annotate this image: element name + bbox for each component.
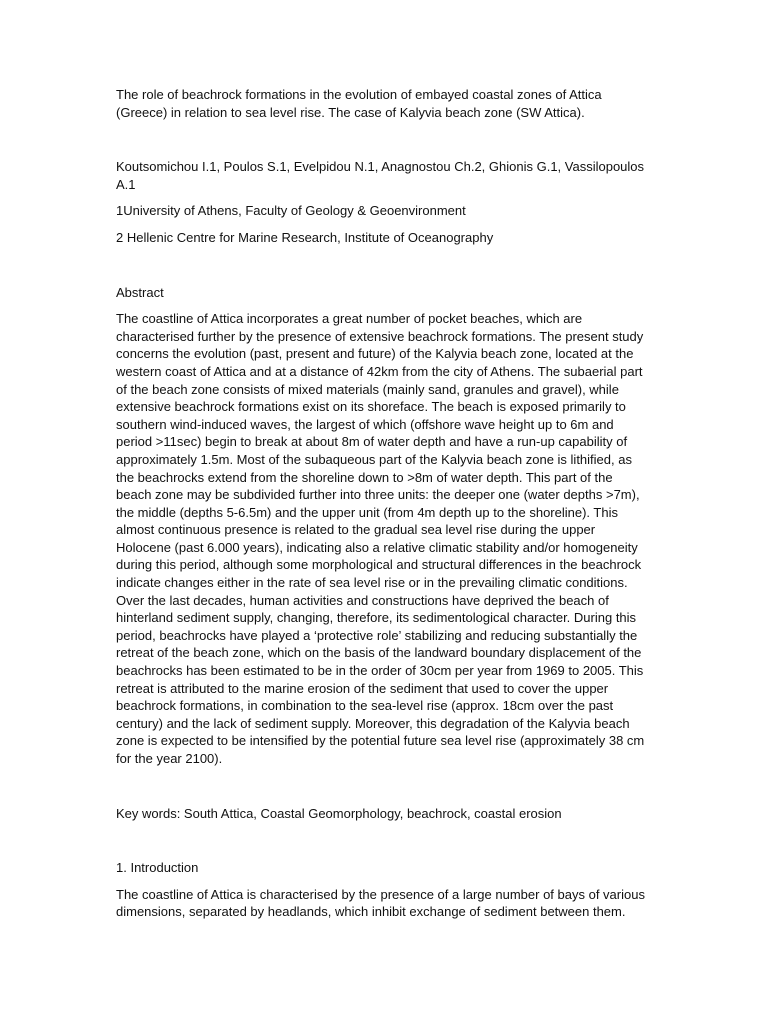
abstract-line: for the year 2100). — [116, 751, 223, 766]
abstract-line: almost continuous presence is related to the gradual sea level rise during the upper — [116, 522, 596, 538]
abstract-line: period, beachrocks have played a ‘protective role’ stabilizing and reducing substantially the — [116, 627, 638, 643]
abstract-line: Over the last decades, human activities and constructions have deprived the beach of — [116, 592, 609, 608]
abstract-line: retreat is attributed to the marine erosion of the sediment that used to cover the upper — [116, 680, 609, 696]
introduction-body — [116, 886, 656, 921]
affiliation-text: 1University of Athens, Faculty of Geology & Geoenvironment — [116, 203, 466, 219]
abstract-line: Holocene (past 6.000 years), indicating also a relative climatic stability and/or homogeneity — [116, 539, 638, 555]
author-list — [116, 158, 656, 193]
abstract-line: concerns the evolution (past, present and future) of the Kalyvia beach zone, located at the — [116, 346, 634, 362]
keywords — [116, 805, 656, 823]
authors-line: A.1 — [116, 176, 136, 192]
abstract-body — [116, 310, 656, 767]
abstract-line: characterised further by the presence of extensive beachrock formations. The present study — [116, 328, 644, 344]
title-line: The role of beachrock formations in the evolution of embayed coastal zones of Attica — [116, 87, 602, 102]
paper-title — [116, 86, 656, 121]
keywords-text: Key words: South Attica, Coastal Geomorphology, beachrock, coastal erosion — [116, 805, 562, 821]
affiliation-text: 2 Hellenic Centre for Marine Research, Institute of Oceanography — [116, 229, 494, 245]
abstract-line: the beachrocks extend from the shoreline down to >8m of water depth. This part of the — [116, 469, 613, 485]
abstract-line: zone is expected to be intensified by the potential future sea level rise (approximately 38 cm — [116, 733, 645, 749]
abstract-line: southern wind-induced waves, the largest of which (offshore wave height up to 6m and — [116, 416, 614, 432]
abstract-line: of the beach zone consists of mixed materials (mainly sand, granules and gravel), while — [116, 381, 619, 397]
abstract-line: beachrocks has been estimated to be in the order of 30cm per year from 1969 to 2005. This — [116, 663, 644, 679]
abstract-line: western coast of Attica and at a distance of 42km from the city of Athens. The subaerial part — [116, 363, 643, 379]
abstract-line: period >11sec) begin to break at about 8m of water depth and have a run-up capability of — [116, 434, 628, 450]
title-line: (Greece) in relation to sea level rise. The case of Kalyvia beach zone (SW Attica). — [116, 104, 585, 120]
abstract-line: the middle (depths 5-6.5m) and the upper unit (from 4m depth up to the shoreline). This — [116, 504, 618, 520]
abstract-heading — [116, 284, 656, 302]
affiliation-1 — [116, 202, 656, 220]
introduction-heading — [116, 859, 656, 877]
intro-line: dimensions, separated by headlands, which inhibit exchange of sediment between them. — [116, 904, 626, 920]
abstract-line: extensive beachrock formations exist on its shoreface. The beach is exposed primarily to — [116, 399, 626, 415]
affiliation-2 — [116, 229, 656, 247]
abstract-line: hinterland sediment supply, changing, therefore, its sedimentological character. During this — [116, 610, 637, 626]
abstract-line: indicate changes either in the rate of sea level rise or in the prevailing climatic conditions. — [116, 575, 628, 591]
intro-line: The coastline of Attica is characterised by the presence of a large number of bays of various — [116, 886, 645, 902]
section-heading: 1. Introduction — [116, 860, 199, 876]
authors-line: Koutsomichou I.1, Poulos S.1, Evelpidou N.1, Anagnostou Ch.2, Ghionis G.1, Vassilopoulos — [116, 159, 645, 175]
abstract-line: beach zone may be subdivided further into three units: the deeper one (water depths >7m), — [116, 487, 640, 503]
abstract-line: The coastline of Attica incorporates a great number of pocket beaches, which are — [116, 311, 583, 327]
document-page — [116, 84, 656, 921]
section-heading: Abstract — [116, 284, 164, 300]
abstract-line: beachrock formations, in combination to the sea-level rise (approx. 18cm over the past — [116, 698, 614, 714]
abstract-line: century) and the lack of sediment supply. Moreover, this degradation of the Kalyvia beach — [116, 715, 630, 731]
abstract-line: retreat of the beach zone, which on the basis of the landward boundary displacement of the — [116, 645, 642, 661]
abstract-line: during this period, although some morphological and structural differences in the beachrock — [116, 557, 642, 573]
abstract-line: approximately 1.5m. Most of the subaqueous part of the Kalyvia beach zone is lithified, as — [116, 451, 632, 467]
